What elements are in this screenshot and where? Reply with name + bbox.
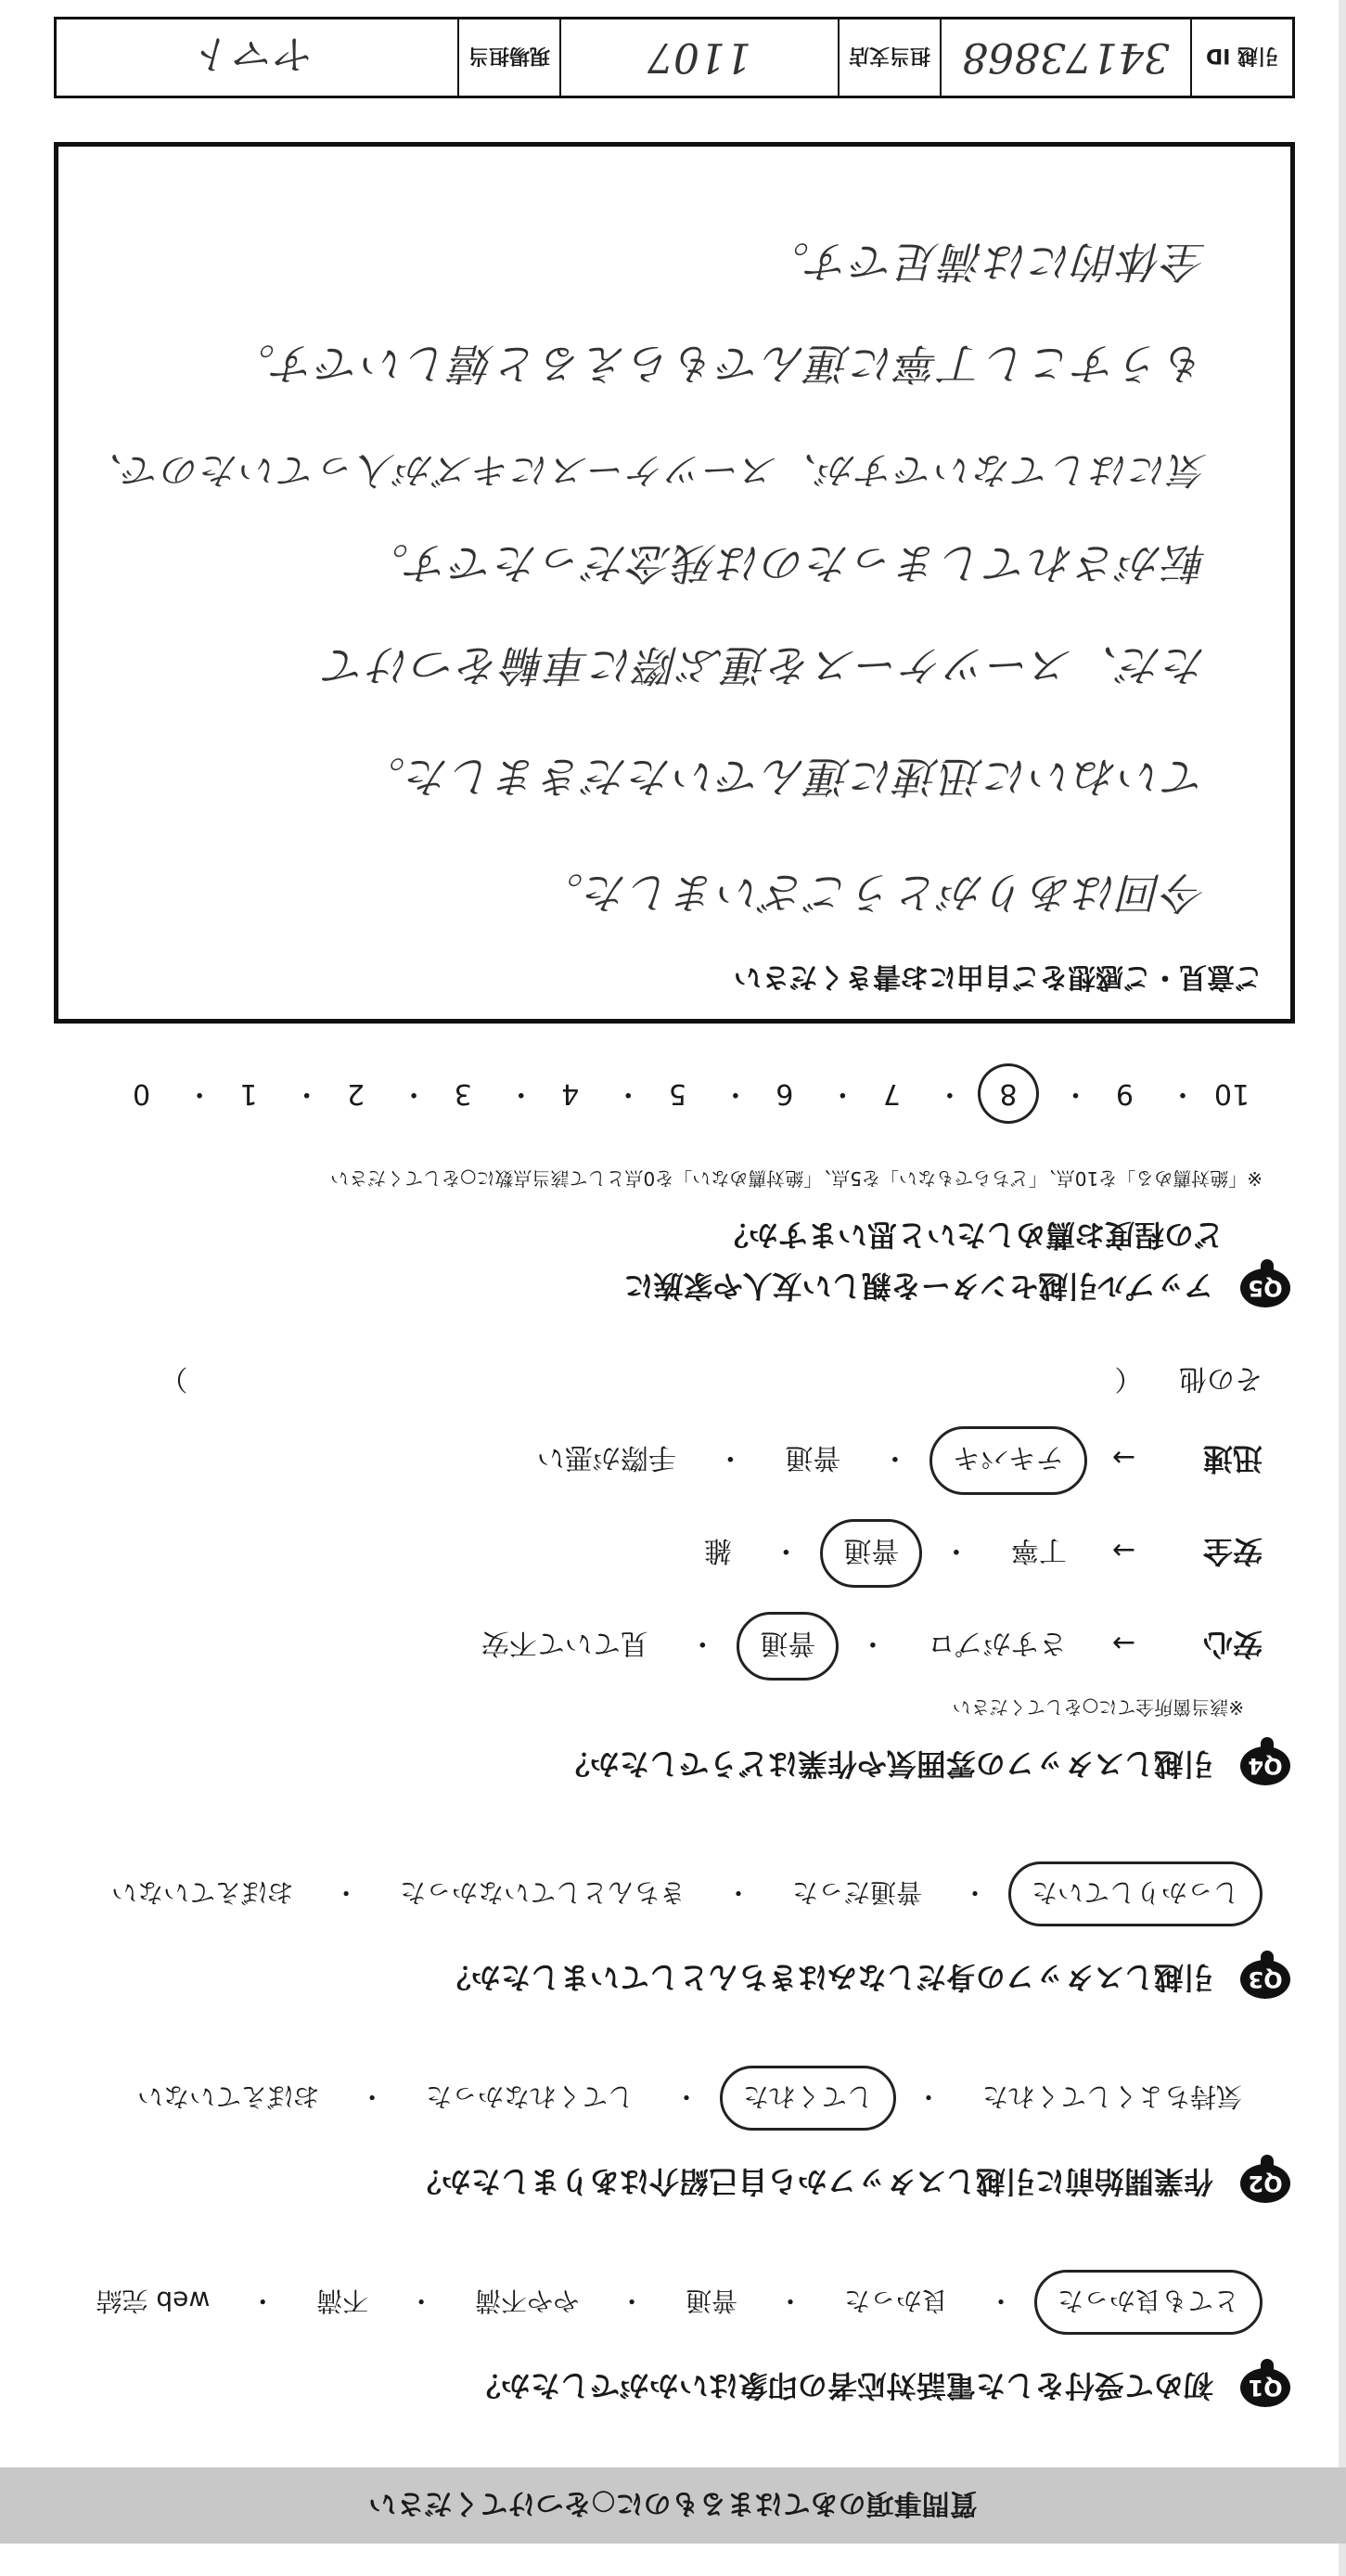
scale-value[interactable]: 2 xyxy=(347,1077,365,1110)
comment-line: 気にはしてないですが、スーツケースにキズが入っていたので、 xyxy=(83,448,1207,491)
q4-option[interactable]: 普通 xyxy=(785,1441,841,1474)
q1-option[interactable]: 不満 xyxy=(316,2286,369,2316)
instruction-text: 質問事項のあてはまるものに○をつけてください xyxy=(368,2487,978,2519)
branch-value: 1107 xyxy=(647,33,751,82)
q3-options: しっかりしていた・ 普通だった・ きちんとしていなかった・ おぼえていない xyxy=(82,1861,1263,1926)
q3-option[interactable]: しっかりしていた xyxy=(1008,1861,1263,1926)
q2-option[interactable]: おぼえていない xyxy=(137,2081,320,2112)
q4-title xyxy=(560,1745,1290,1787)
q4-row-anshin: 安心 → さすがプロ・ 普通・ 見ていて不安 xyxy=(452,1612,1263,1681)
q3-option[interactable]: おぼえていない xyxy=(111,1877,294,1908)
comment-line: 今回はありがとうございました。 xyxy=(539,868,1207,918)
arrow-icon: → xyxy=(1111,1534,1136,1566)
q3-option[interactable]: 普通だった xyxy=(792,1877,923,1908)
id-value-cell xyxy=(940,19,1190,96)
q1-question: 初めて受付をした電話対応者の印象はいかがでしたか？ xyxy=(470,2368,1213,2403)
scale-value[interactable]: 8 xyxy=(978,1063,1039,1124)
scale-value[interactable]: 10 xyxy=(1213,1077,1250,1110)
comment-line: ただ、スーツケースを運ぶ際に車輪をつけて xyxy=(322,640,1207,690)
q4-option[interactable]: 丁寧 xyxy=(1010,1534,1067,1566)
id-value: 34173868 xyxy=(962,33,1170,82)
q1-title xyxy=(471,2366,1290,2409)
q5-note: ※「絶対薦める」を10点、「どちらでもない」を5点、「絶対薦めない」を0点として該当点数に○をしてください xyxy=(330,1167,1263,1190)
q4-option[interactable]: 普通 xyxy=(737,1612,839,1681)
q4-option[interactable]: 見ていて不安 xyxy=(481,1627,648,1659)
q4-other-label: その他 xyxy=(1179,1362,1263,1395)
q1-option[interactable]: 良かった xyxy=(844,2286,949,2316)
scale-value[interactable]: 0 xyxy=(132,1077,151,1110)
q1-options: とても良かった・ 良かった・ 普通・ やや不満・ 不満・ web 完結 xyxy=(67,2270,1263,2335)
scale-value[interactable]: 3 xyxy=(454,1077,472,1110)
q3-option[interactable]: きちんとしていなかった xyxy=(400,1877,686,1908)
leader-value: ヤマト xyxy=(195,30,317,77)
comment-line: 全体的には満足です。 xyxy=(764,237,1207,287)
q4-row-head: 迅速 xyxy=(1202,1441,1263,1476)
q1-option[interactable]: 普通 xyxy=(686,2286,738,2316)
scale-value[interactable]: 1 xyxy=(239,1077,258,1110)
q4-option[interactable]: テキパキ xyxy=(929,1426,1087,1495)
scale-value[interactable]: 9 xyxy=(1115,1077,1134,1110)
q5-scale: 10・ 9・ 8・ 7・ 6・ 5・ 4・ 3・ 2・ 1・ 0 xyxy=(121,1063,1253,1124)
q1-option[interactable]: とても良かった xyxy=(1034,2270,1263,2335)
q3-title xyxy=(442,1958,1290,2001)
scale-value[interactable]: 6 xyxy=(776,1077,794,1110)
q4-other xyxy=(84,1361,1263,1402)
q2-option[interactable]: してくれなかった xyxy=(426,2081,635,2112)
q4-other-open: （ xyxy=(1114,1362,1143,1395)
comments-box[interactable] xyxy=(54,142,1295,1024)
scale-value[interactable]: 5 xyxy=(668,1077,686,1110)
arrow-icon: → xyxy=(1111,1441,1136,1474)
q5-question-line1: アップル引越センターを親しい友人や家族に xyxy=(623,1269,1213,1304)
comment-line: もうすこし丁寧に運んでもらえると嬉しいです。 xyxy=(230,339,1207,389)
q4-question: 引越しスタッフの雰囲気や作業はどうでしたか？ xyxy=(559,1746,1213,1782)
q4-row-jinsoku: 迅速 → テキパキ・ 普通・ 手際が悪い xyxy=(507,1426,1263,1495)
q4-option[interactable]: 雑 xyxy=(703,1534,732,1566)
q2-option[interactable]: してくれた xyxy=(720,2066,896,2131)
q5-question-line2: どの程度お薦めしたいと思いますか？ xyxy=(718,1217,1224,1253)
scale-value[interactable]: 4 xyxy=(561,1077,580,1110)
page-edge xyxy=(1339,0,1346,2576)
leader-label: 現場担当 xyxy=(457,19,559,96)
q4-option[interactable]: 手際が悪い xyxy=(536,1441,676,1474)
branch-value-cell xyxy=(559,19,838,96)
q5-title xyxy=(624,1267,1290,1309)
q1-option[interactable]: web 完結 xyxy=(96,2286,211,2316)
q1-badge: Q1 xyxy=(1240,2368,1290,2407)
q3-badge: Q3 xyxy=(1240,1960,1290,1999)
q2-options: 気持ちよくしてくれた・ してくれた・ してくれなかった・ おぼえていない xyxy=(108,2066,1263,2131)
arrow-icon: → xyxy=(1111,1627,1136,1659)
comment-line: 転がされてしまったのは残念だったです。 xyxy=(364,538,1207,588)
q4-badge: Q4 xyxy=(1240,1746,1290,1785)
branch-label: 担当支店 xyxy=(838,19,940,96)
q4-row-head: 安心 xyxy=(1202,1627,1263,1662)
comment-line: ていねいに迅速に運んでいただきました。 xyxy=(361,752,1207,802)
q4-note: ※該当箇所全てに○をしてください xyxy=(952,1696,1244,1719)
q4-other-close: ） xyxy=(160,1362,188,1395)
q4-row-anzen: 安全 → 丁寧・ 普通・ 雑 xyxy=(674,1519,1263,1588)
q2-option[interactable]: 気持ちよくしてくれた xyxy=(981,2081,1242,2112)
q2-title xyxy=(412,2162,1290,2205)
instruction-banner xyxy=(0,2467,1346,2544)
comments-title: ご意見・ご感想をご自由にお書きください xyxy=(734,960,1263,993)
q2-question: 作業開始前に引越しスタッフから自己紹介はありましたか？ xyxy=(411,2164,1213,2199)
leader-value-cell xyxy=(55,19,457,96)
id-label: 引越 ID xyxy=(1190,19,1292,96)
q4-option[interactable]: さすがプロ xyxy=(927,1627,1067,1659)
q5-badge: Q5 xyxy=(1240,1269,1290,1307)
scale-value[interactable]: 7 xyxy=(882,1077,901,1110)
q4-option[interactable]: 普通 xyxy=(820,1519,922,1588)
q1-option[interactable]: やや不満 xyxy=(475,2286,580,2316)
q4-row-head: 安全 xyxy=(1202,1534,1263,1569)
q2-badge: Q2 xyxy=(1240,2164,1290,2203)
q3-question: 引越しスタッフの身だしなみはきちんとしていましたか？ xyxy=(441,1960,1213,1995)
footer-table xyxy=(54,17,1295,98)
